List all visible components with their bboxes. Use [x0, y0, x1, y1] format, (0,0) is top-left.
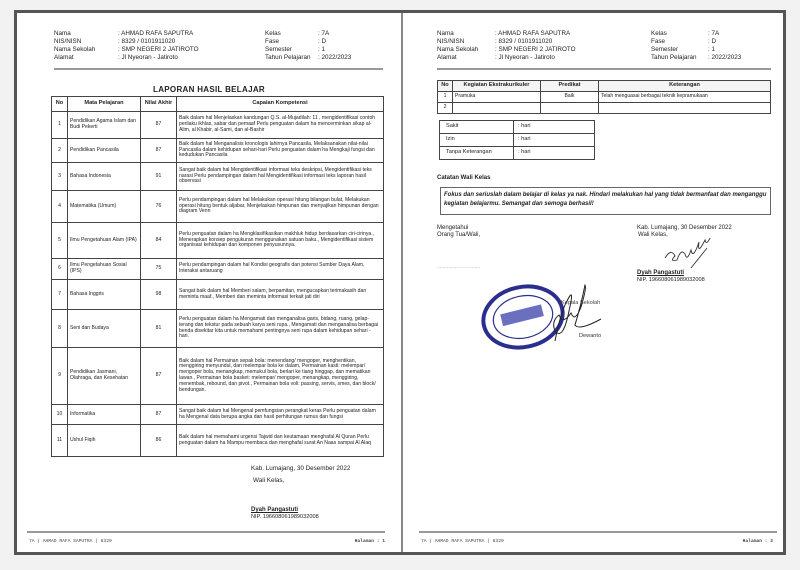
parent-role: Orang Tua/Wali, [437, 232, 481, 238]
score: 76 [141, 191, 177, 223]
label-nis: NIS/NISN [437, 38, 465, 45]
row-no: 8 [52, 310, 68, 348]
attendance-value: : hari [514, 147, 595, 160]
header-rule [54, 68, 383, 70]
subject-name: Bahasa Inggris [68, 280, 141, 310]
competency-desc: Sangat baik dalam hal Mengidentifikasi informasi teks deskripsi, Mengidentifikasi teks narasi Perlu pendampingan dalam hal Mengidentifikasi informasi teks laporan hasil observasi [177, 163, 384, 191]
table-row [52, 139, 384, 163]
subject-name: Ushul Fiqih [68, 425, 141, 457]
label-semester: Semester [265, 46, 292, 53]
label-kelas: Kelas [651, 30, 667, 37]
table-row [52, 348, 384, 405]
row-no: 4 [52, 191, 68, 223]
value-fase: : D [708, 38, 717, 45]
competency-desc: Baik dalam hal memahami urgensi Tajwid dan keutamaan menghafal Al Quran Perlu penguatan dalam ha Mampu membaca dan menghafal surat An Naas sampai Al Alaq [177, 425, 384, 457]
attendance-value: : hari [514, 134, 595, 147]
value-nis: : 8329 / 0101911020 [495, 38, 553, 45]
table-row [52, 310, 384, 348]
attendance-row [440, 121, 595, 134]
value-tahun: : 2022/2023 [708, 54, 742, 61]
activity-note: Telah menguasai berbagai teknik kepramukaan [599, 92, 771, 103]
header-rule [437, 68, 771, 70]
footer-left: 7A | AHMAD RAFA SAPUTRA | 8329 [29, 539, 112, 544]
label-fase: Fase [651, 38, 665, 45]
value-sekolah: : SMP NEGERI 2 JATIROTO [118, 46, 199, 53]
subject-name: Pendidikan Pancasila [68, 139, 141, 163]
school-stamp-icon [475, 281, 635, 355]
col-no: No [438, 81, 453, 92]
attendance-row [440, 134, 595, 147]
attendance-label: Sakit [440, 121, 514, 134]
competency-desc: Baik dalam hal Menjelaskan kandungan Q.S. al-Mujadilah: 11 , mengidentifikasi contoh perilaku ikhlas, sabar dan pemaaf Perlu penguatan dalam ha mencerminkan sikap al-Alim, al Khabir, al-Sami, dan al-Bashir [177, 112, 384, 139]
footer-page-number: Halaman : 2 [742, 539, 773, 544]
notes-title: Catatan Wali Kelas [437, 175, 491, 181]
teacher-nip: NIP. 196608061989032008 [637, 277, 705, 283]
subject-name: Bahasa Indonesia [68, 163, 141, 191]
place-date: Kab. Lumajang, 30 Desember 2022 [637, 225, 732, 231]
label-tahun: Tahun Pelajaran [265, 54, 311, 61]
label-nama: Nama [437, 30, 454, 37]
row-no: 2 [52, 139, 68, 163]
document-viewer [14, 10, 786, 555]
place-date: Kab. Lumajang, 30 Desember 2022 [251, 465, 351, 472]
activity-grade: Baik [541, 92, 599, 103]
parent-label: Mengetahui [437, 225, 469, 231]
competency-desc: Baik dalam hal Menganalisis kronologis lahirnya Pancasila, Melaksanakan nilai-nilai Pancasila dalam kehidupan sehari-hari Perlu penguatan dalam ha Mengkaji fungsi dan kedudukan Pancasila [177, 139, 384, 163]
value-sekolah: : SMP NEGERI 2 JATIROTO [495, 46, 576, 53]
competency-desc: Perlu pendampingan dalam hal Kondisi geografis dan potensi Sumber Daya Alam, Interaksi antaruang [177, 259, 384, 280]
teacher-nip: NIP. 196608061989032008 [251, 514, 319, 520]
competency-desc: Perlu penguatan dalam ha Mengklasifikasikan makhluk hidup berdasarkan ciri-cirinya., Menerapkan konsep pengukuran menggunakan satuan baku., Mengidentifikasi sistem organisasi kehidupan dan komponen penyusunnya. [177, 223, 384, 259]
subject-name: Seni dan Budaya [68, 310, 141, 348]
subject-name: Ilmu Pengetahuan Alam (IPA) [68, 223, 141, 259]
score: 81 [141, 310, 177, 348]
attendance-row [440, 147, 595, 160]
footer-left: 7A | AHMAD RAFA SAPUTRA | 8329 [421, 539, 504, 544]
table-row [52, 191, 384, 223]
page-1 [17, 13, 401, 552]
value-alamat: : Jl Nyeoran - Jatiroto [118, 54, 178, 61]
label-semester: Semester [651, 46, 678, 53]
row-no: 5 [52, 223, 68, 259]
label-alamat: Alamat [437, 54, 457, 61]
subject-name: Informatika [68, 405, 141, 425]
extracurricular-table [437, 80, 771, 114]
signer-role: Wali Kelas, [253, 477, 285, 484]
footer-rule [419, 531, 777, 533]
value-kelas: : 7A [318, 30, 330, 37]
score: 87 [141, 348, 177, 405]
table-row [52, 280, 384, 310]
value-tahun: : 2022/2023 [318, 54, 352, 61]
row-no: 10 [52, 405, 68, 425]
row-no: 11 [52, 425, 68, 457]
activity-note [599, 103, 771, 114]
footer-rule [27, 531, 385, 533]
label-nis: NIS/NISN [54, 38, 82, 45]
col-activity: Kegiatan Ekstrakurikuler [453, 81, 541, 92]
row-no: 6 [52, 259, 68, 280]
subject-name: Pendidikan Jasmani, Olahraga, dan Kesehatan [68, 348, 141, 405]
value-nama: : AHMAD RAFA SAPUTRA [495, 30, 571, 37]
row-no: 7 [52, 280, 68, 310]
score: 91 [141, 163, 177, 191]
label-tahun: Tahun Pelajaran [651, 54, 697, 61]
activity-grade [541, 103, 599, 114]
table-row [52, 259, 384, 280]
subject-name: Matematika (Umum) [68, 191, 141, 223]
score: 87 [141, 139, 177, 163]
attendance-label: Izin [440, 134, 514, 147]
label-alamat: Alamat [54, 54, 74, 61]
subject-name: Pendidikan Agama Islam dan Budi Pekerti [68, 112, 141, 139]
value-alamat: : Jl Nyeoran - Jatiroto [495, 54, 555, 61]
score: 87 [141, 405, 177, 425]
score: 86 [141, 425, 177, 457]
value-fase: : D [318, 38, 327, 45]
teacher-name: Dyah Pangastuti [251, 507, 299, 513]
label-sekolah: Nama Sekolah [437, 46, 479, 53]
value-nis: : 8329 / 0101911020 [118, 38, 176, 45]
table-row [438, 92, 771, 103]
score: 75 [141, 259, 177, 280]
label-kelas: Kelas [265, 30, 281, 37]
signer-role: Wali Kelas, [638, 232, 668, 238]
competency-desc: Perlu penguatan dalam ha Mengamati dan menganalisa garis, bidang, ruang, gelap-terang dan tekstur pada sebuah karya seni rupa., Mengamati dan menganalisa berbagai benda disekitar kita untuk memahami pentingnya seni rupa dalam kehidupan sehari - hari. [177, 310, 384, 348]
label-sekolah: Nama Sekolah [54, 46, 96, 53]
table-row [438, 103, 771, 114]
competency-desc: Baik dalam hal Permainan sepak bola: menendang/ mengoper, menghentikan, menggiring menyundul, dan melempar bola ke dalam, Permainan kasti: melempar/ mengoper bola, menangkap, memukul bola, berlari ke tiang hinggap, dan mematikan lawan., Permainan bola basket: melempar/ mengoper, menangkap, menggiring, menembak, rebound, dan pivot., Permainan bola voli: passing, servis, smes, dan block/ bendungan. [177, 348, 384, 405]
attendance-label: Tanpa Keterangan [440, 147, 514, 160]
value-nama: : AHMAD RAFA SAPUTRA [118, 30, 194, 37]
table-row [52, 405, 384, 425]
table-row [52, 425, 384, 457]
row-no: 2 [438, 103, 453, 114]
principal-role: Kepala Sekolah [561, 300, 601, 306]
score: 98 [141, 280, 177, 310]
row-no: 1 [438, 92, 453, 103]
student-header [54, 30, 394, 62]
competency-desc: Sangat baik dalam hal Mengenal pemfungsian perangkat keras Perlu penguatan dalam ha Mengenal data berupa angka dan hasil perhitungan rumus dan fungsi [177, 405, 384, 425]
attendance-table [439, 120, 595, 160]
value-semester: : 1 [708, 46, 716, 53]
grades-table [51, 96, 384, 457]
attendance-value: : hari [514, 121, 595, 134]
principal-name: Dewanto [579, 333, 602, 339]
table-row [52, 223, 384, 259]
col-no: No [52, 97, 68, 112]
competency-desc: Sangat baik dalam hal Memberi salam, berpamitan, mengucapkan terimakasih dan meminta maaf., Memberi dan meminta informasi terkait jati diri [177, 280, 384, 310]
label-nama: Nama [54, 30, 71, 37]
report-title: LAPORAN HASIL BELAJAR [153, 85, 265, 94]
parent-signature-line: ............................... [437, 264, 481, 270]
activity-name: Pramuka [453, 92, 541, 103]
footer-page-number: Halaman : 1 [354, 539, 385, 544]
score: 87 [141, 112, 177, 139]
table-row [52, 112, 384, 139]
teacher-signature-icon [661, 238, 721, 270]
table-row [52, 163, 384, 191]
page-2 [403, 13, 783, 552]
score: 84 [141, 223, 177, 259]
student-header [437, 30, 777, 62]
label-fase: Fase [265, 38, 279, 45]
competency-desc: Perlu pendampingan dalam hal Melakukan operasi hitung bilangan bulat, Melakukan operasi hitung bentuk aljabar, Menjelaskan himpunan dan menyajikan himpunan dengan diagram Venn [177, 191, 384, 223]
col-subject: Mata Pelajaran [68, 97, 141, 112]
teacher-notes: Fokus dan seriuslah dalam belajar di kelas ya nak. Hindari melakukan hal yang tidak bermanfaat dan menganggu kegiatan belajarmu. Semangat dan semoga berhasil! [440, 187, 771, 215]
teacher-name: Dyah Pangastuti [637, 270, 685, 276]
row-no: 9 [52, 348, 68, 405]
row-no: 3 [52, 163, 68, 191]
value-semester: : 1 [318, 46, 326, 53]
subject-name: Ilmu Pengetahuan Sosial (IPS) [68, 259, 141, 280]
activity-name [453, 103, 541, 114]
col-competency: Capaian Kompetensi [177, 97, 384, 112]
col-grade: Predikat [541, 81, 599, 92]
value-kelas: : 7A [708, 30, 720, 37]
col-remarks: Keterangan [599, 81, 771, 92]
col-score: Nilai Akhir [141, 97, 177, 112]
row-no: 1 [52, 112, 68, 139]
